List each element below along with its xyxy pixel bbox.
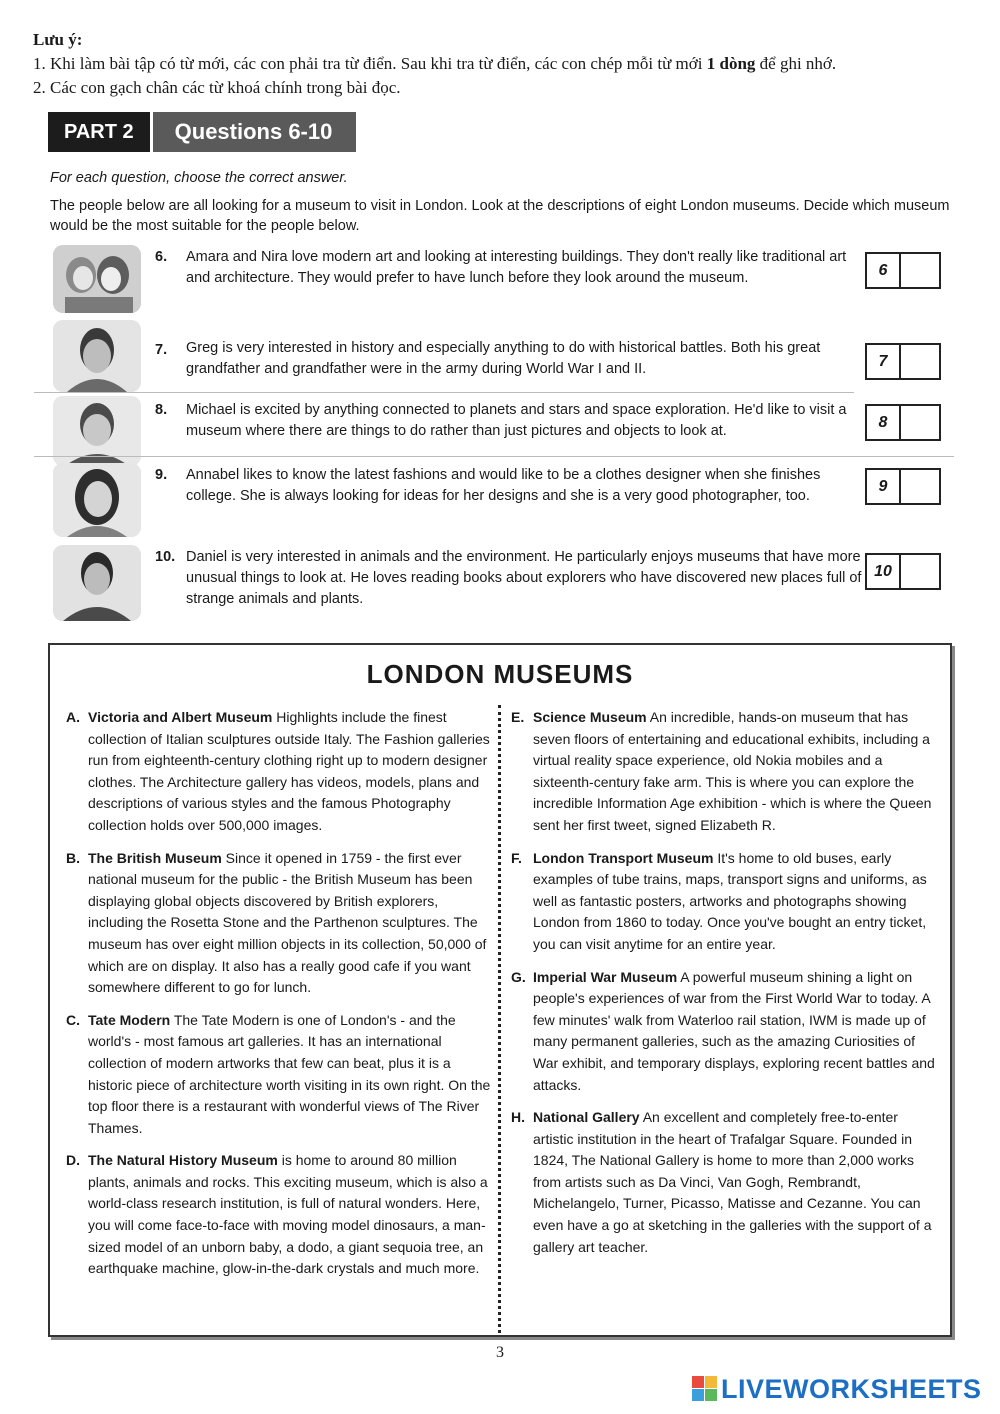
museum-letter: B.: [66, 849, 80, 866]
question-text: Michael is excited by anything connected to planets and stars and space exploration. He'd like to visit a museum where there are things to do rather than just pictures and objects to look at.: [186, 402, 847, 439]
museum-entry-e: [511, 707, 941, 837]
museum-description: [88, 707, 496, 837]
museum-entry-f: [511, 848, 941, 956]
museum-name: The British Museum: [88, 849, 222, 866]
question-number: 8.: [155, 402, 168, 418]
answer-box-number: 10: [867, 555, 901, 588]
answer-box-6[interactable]: [865, 252, 941, 289]
museum-entry-b: [66, 848, 496, 999]
museum-entry-h: [511, 1107, 941, 1258]
question-number: 9.: [155, 467, 168, 483]
museum-entry-d: [66, 1150, 496, 1280]
museum-entry-g: [511, 967, 941, 1097]
museums-left-column: [66, 707, 496, 1291]
museum-description: [533, 848, 941, 956]
museum-name: Science Museum: [533, 709, 647, 725]
answer-box-8[interactable]: [865, 404, 941, 441]
note-line-2: 2. Các con gạch chân các từ khoá chính trong bài đọc.: [33, 78, 401, 97]
answer-box-7[interactable]: [865, 343, 941, 380]
answer-input-8[interactable]: [901, 406, 939, 439]
part-header: [48, 112, 356, 152]
note-title: Lưu ý:: [33, 30, 83, 49]
question-text: Greg is very interested in history and especially anything to do with historical battles. Both his great grandfather and grandfather were in the army during World War I and II.: [186, 340, 821, 377]
museum-name: Imperial War Museum: [533, 968, 678, 985]
question-number: 7.: [155, 342, 168, 358]
museum-letter: D.: [66, 1152, 80, 1169]
answer-box-number: 8: [867, 406, 901, 439]
liveworksheets-logo[interactable]: [692, 1374, 982, 1404]
museum-text: An incredible, hands-on museum that has seven floors of entertaining and educational exhibits, including a virtual reality space experience, old Nokia mobiles and a sixteenth-century fake arm. This is where you can explore the incredible Information Age exhibition - which is where the Queen sent her first tweet, signed Elizabeth R.: [533, 709, 932, 833]
answer-box-number: 7: [867, 345, 901, 378]
museum-text: An excellent and completely free-to-enter artistic institution in the heart of Trafalgar Square. Founded in 1824, The National Gallery is home to more than 2,000 works from artists such as Da Vinci, Van Gogh, Rembrandt, Michelangelo, Turner, Picasso, Matisse and Cezanne. You can even have a go at sketching in the galleries with the support of a gallery art teacher.: [533, 1109, 932, 1255]
answer-box-10[interactable]: [865, 553, 941, 590]
divider-line: [34, 392, 854, 393]
note-line-1: [33, 52, 973, 76]
museum-letter: A.: [66, 709, 80, 725]
museum-description: [533, 967, 941, 1097]
part-label: PART 2: [48, 112, 150, 152]
museum-letter: F.: [511, 849, 522, 866]
museum-text: is home to around 80 million plants, animals and rocks. This exciting museum, which is also a world-class research institution, is full of natural wonders. Here, you will come face-to-face with moving model dinosaurs, a man-sized model of an unborn baby, a dodo, a giant sequoia tree, an earthquake machine, glow-in-the-dark crystals and much more.: [88, 1152, 488, 1277]
museum-name: Tate Modern: [88, 1011, 171, 1028]
museum-description: [88, 1010, 496, 1140]
museum-text: Since it opened in 1759 - the first ever national museum for the public - the British Museum has been displaying global objects discovered by British explorers, including the Rosetta Stone and the Parthenon sculptures. The museum has over eight million objects in its collection, 50,000 of which are on display. It also has a really good cafe if you want somewhere different to go for lunch.: [88, 849, 487, 996]
question-text: Daniel is very interested in animals and the environment. He particularly enjoys museums that have more unusual things to look at. He loves reading books about explorers who have discovered new places full of strange animals and plants.: [186, 549, 862, 607]
answer-input-10[interactable]: [901, 555, 939, 588]
instructions-line-2: The people below are all looking for a museum to visit in London. Look at the descriptions of eight London museums. Decide which museum would be the most suitable for the people below.: [50, 198, 950, 234]
liveworksheets-icon: [692, 1376, 718, 1402]
museum-description: [533, 1107, 941, 1258]
museum-letter: C.: [66, 1011, 80, 1028]
museum-entry-a: [66, 707, 496, 837]
question-number: 10.: [155, 549, 176, 565]
liveworksheets-wordmark: LIVEWORKSHEETS: [721, 1373, 982, 1404]
museums-title: LONDON MUSEUMS: [366, 659, 634, 689]
note-line-1-text: 1. Khi làm bài tập có từ mới, các con phải tra từ điển. Sau khi tra từ điển, các con chép mỗi từ mới: [33, 54, 707, 73]
museum-letter: E.: [511, 709, 525, 725]
person-photo: [53, 545, 141, 621]
museum-text: The Tate Modern is one of London's - and the world's - most famous art galleries. It has an international collection of modern artworks that few can beat, plus it is a historic piece of architecture worth visiting in its own right. On the top floor there is a restaurant with wonderful views of The River Thames.: [88, 1011, 491, 1136]
instructions-line-1: For each question, choose the correct answer.: [50, 170, 348, 186]
answer-box-number: 6: [867, 254, 901, 287]
answer-box-9[interactable]: [865, 468, 941, 505]
note-line-1-end: để ghi nhớ.: [755, 54, 837, 73]
museum-description: [88, 1150, 496, 1280]
museum-entry-c: [66, 1010, 496, 1140]
people-photo: [53, 245, 141, 313]
instructions: [50, 168, 950, 236]
answer-input-6[interactable]: [901, 254, 939, 287]
question-text: Annabel likes to know the latest fashions and would like to be a clothes designer when she finishes college. She is always looking for ideas for her designs and she is a very good photographer, too.: [186, 467, 821, 504]
person-photo: [53, 320, 141, 392]
page-number: 3: [496, 1344, 504, 1361]
london-museums-panel: [48, 643, 952, 1337]
museum-description: [533, 707, 941, 837]
museum-name: Victoria and Albert Museum: [88, 709, 273, 725]
question-number: 6.: [155, 249, 168, 265]
museum-name: The Natural History Museum: [88, 1152, 278, 1169]
museums-right-column: [511, 707, 941, 1269]
museum-description: [88, 848, 496, 999]
museum-text: Highlights include the finest collection of Italian sculptures outside Italy. The Fashion galleries run from eighteenth-century clothing right up to modern designer clothes. The Architecture gallery has videos, models, plans and descriptions of various styles and the famous Photography collection holds over 500,000 images.: [88, 709, 490, 833]
museum-text: A powerful museum shining a light on people's experiences of war from the First World War to today. A few minutes' walk from Waterloo rail station, IWM is made up of many permanent galleries, such as the amazing Curiosities of War exhibit, and temporary displays, exploring recent battles and attacks.: [533, 968, 935, 1093]
answer-box-number: 9: [867, 470, 901, 503]
answer-input-9[interactable]: [901, 470, 939, 503]
answer-input-7[interactable]: [901, 345, 939, 378]
museum-letter: G.: [511, 968, 526, 985]
person-photo: [53, 463, 141, 537]
part-questions-label: Questions 6-10: [153, 112, 357, 152]
question-text: Amara and Nira love modern art and looking at interesting buildings. They don't really like traditional art and architecture. They would prefer to have lunch before they look around the museum.: [186, 249, 847, 286]
museum-name: National Gallery: [533, 1109, 640, 1126]
divider-line: [34, 456, 954, 457]
museum-letter: H.: [511, 1109, 525, 1126]
note-block: [33, 28, 973, 100]
museum-text: It's home to old buses, early examples of tube trains, maps, transport signs and uniforms, as well as fantastic posters, artworks and photographs showing London from 1860 to today. Once you've bought an entry ticket, you can visit anytime for an entire year.: [533, 849, 927, 952]
museum-name: London Transport Museum: [533, 849, 714, 866]
note-line-1-bold: 1 dòng: [706, 54, 756, 73]
column-divider: [498, 705, 501, 1333]
